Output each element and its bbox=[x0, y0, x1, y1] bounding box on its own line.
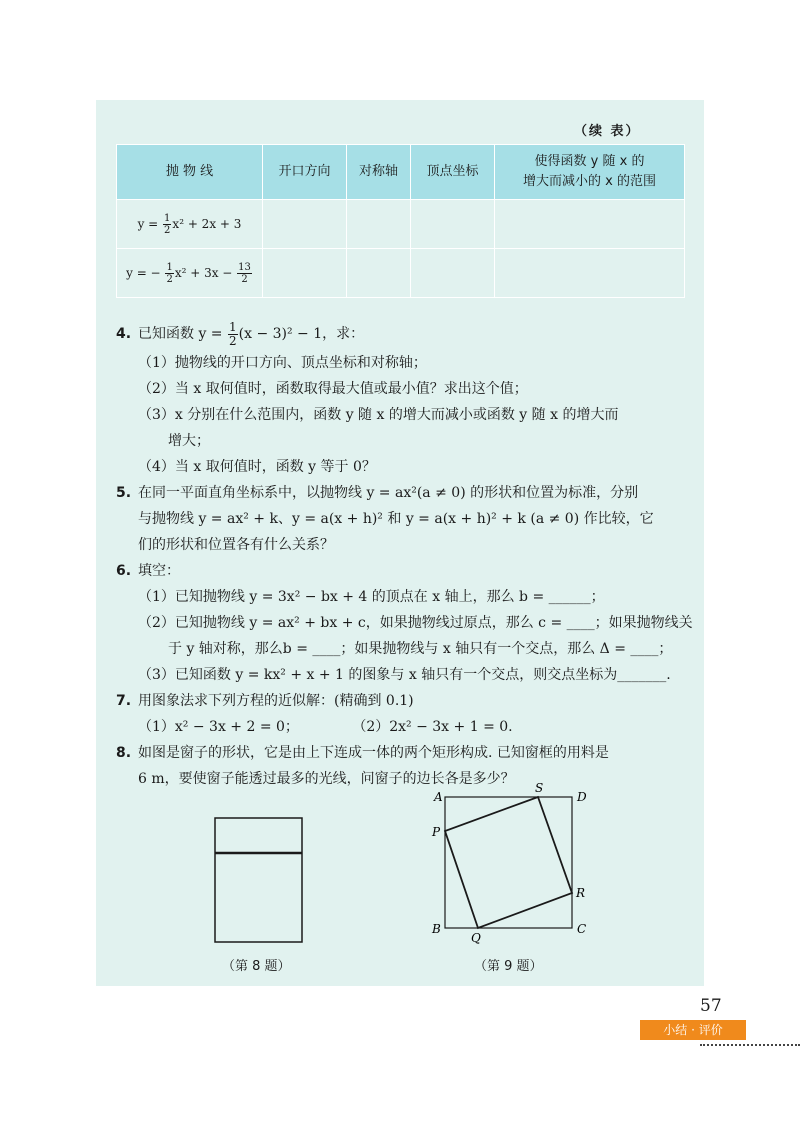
question-text: 如图是窗子的形状，它是由上下连成一体的两个矩形构成. 已知窗框的用料是 bbox=[138, 745, 609, 761]
question-4-part-3-cont bbox=[116, 428, 696, 454]
label-q: Q bbox=[471, 931, 481, 945]
fraction-denominator: 2 bbox=[241, 273, 248, 285]
label-r: R bbox=[576, 886, 586, 900]
sub-question-continued: 于 y 轴对称，那么b = ____；如果抛物线与 x 轴只有一个交点，那么 Δ = ____； bbox=[168, 641, 673, 657]
label-s: S bbox=[535, 781, 544, 795]
footer-dotted-rule bbox=[700, 1044, 800, 1046]
sub-question: （1）x² − 3x + 2 = 0； （2）2x² − 3x + 1 = 0. bbox=[138, 719, 513, 735]
question-number: 5. bbox=[116, 485, 132, 501]
header-axis: 对称轴 bbox=[347, 145, 411, 200]
question-5-line-2 bbox=[116, 506, 696, 532]
question-8-line-2 bbox=[116, 766, 696, 792]
sub-question-continued: 增大； bbox=[168, 433, 210, 449]
question-4-pre: 已知函数 y = bbox=[138, 326, 227, 342]
fraction-numerator: 1 bbox=[229, 319, 237, 334]
question-number: 7. bbox=[116, 693, 132, 709]
fraction bbox=[163, 213, 171, 236]
formula-lhs: y = − bbox=[126, 265, 165, 280]
fraction-numerator: 13 bbox=[238, 261, 251, 273]
question-5 bbox=[116, 480, 696, 506]
table-header-row bbox=[117, 145, 685, 200]
table-cell bbox=[495, 249, 685, 298]
sub-question: （1）抛物线的开口方向、顶点坐标和对称轴； bbox=[138, 355, 427, 371]
label-a: A bbox=[434, 790, 443, 804]
formula-lhs: y = bbox=[137, 216, 163, 231]
question-6 bbox=[116, 558, 696, 584]
label-c: C bbox=[577, 922, 587, 936]
table-cell bbox=[495, 200, 685, 249]
table-row bbox=[117, 200, 685, 249]
question-number: 4. bbox=[116, 326, 132, 342]
sub-question: （2）已知抛物线 y = ax² + bx + c，如果抛物线过原点，那么 c = ____；如果抛物线关 bbox=[138, 615, 693, 631]
fraction-denominator: 2 bbox=[229, 333, 237, 348]
question-5-line-3 bbox=[116, 532, 696, 558]
question-7 bbox=[116, 688, 696, 714]
question-6-part-1 bbox=[116, 584, 696, 610]
question-7-equations bbox=[116, 714, 696, 740]
fraction-denominator: 2 bbox=[166, 273, 173, 285]
header-vertex: 顶点坐标 bbox=[411, 145, 495, 200]
fraction bbox=[237, 262, 252, 285]
sub-question: （2）当 x 取何值时，函数取得最大值或最小值？求出这个值； bbox=[138, 381, 528, 397]
header-decreasing-range-line1: 使得函数 y 随 x 的 bbox=[534, 154, 645, 169]
question-6-part-2-cont bbox=[116, 636, 696, 662]
figure-9-caption: （第 9 题） bbox=[474, 959, 543, 974]
question-4-part-3 bbox=[116, 402, 696, 428]
question-text: 与抛物线 y = ax² + k、y = a(x + h)² 和 y = a(x + h)² + k (a ≠ 0) 作比较，它 bbox=[138, 511, 654, 527]
fraction-numerator: 1 bbox=[164, 212, 171, 224]
question-number: 6. bbox=[116, 563, 132, 579]
formula-row1 bbox=[137, 212, 242, 236]
formula-row2 bbox=[126, 261, 253, 285]
table-cell bbox=[411, 249, 495, 298]
figure-8-caption: （第 8 题） bbox=[222, 959, 291, 974]
header-parabola: 抛 物 线 bbox=[117, 145, 263, 200]
question-8 bbox=[116, 740, 696, 766]
question-6-part-3 bbox=[116, 662, 696, 688]
question-text: 6 m，要使窗子能透过最多的光线，问窗子的边长各是多少？ bbox=[138, 771, 515, 787]
fraction bbox=[165, 262, 173, 285]
label-d: D bbox=[577, 790, 587, 804]
parabola-properties-table bbox=[116, 144, 685, 298]
page-number: 57 bbox=[700, 996, 722, 1016]
question-4-part-4 bbox=[116, 454, 696, 480]
header-opening: 开口方向 bbox=[263, 145, 347, 200]
formula-cell bbox=[117, 200, 263, 249]
table-caption: （续 表） bbox=[574, 124, 641, 139]
table-cell bbox=[263, 249, 347, 298]
table-row bbox=[117, 249, 685, 298]
question-text bbox=[116, 318, 696, 350]
sub-question: （3）x 分别在什么范围内，函数 y 随 x 的增大而减小或函数 y 随 x 的增大而 bbox=[138, 407, 619, 423]
table-cell bbox=[347, 200, 411, 249]
fraction-denominator: 2 bbox=[164, 224, 171, 236]
table-cell bbox=[411, 200, 495, 249]
question-4 bbox=[116, 318, 696, 350]
table-cell bbox=[263, 200, 347, 249]
question-text: 在同一平面直角坐标系中，以抛物线 y = ax²(a ≠ 0) 的形状和位置为标准，分别 bbox=[138, 485, 639, 501]
formula-cell bbox=[117, 249, 263, 298]
header-decreasing-range-line2: 增大而减小的 x 的范围 bbox=[523, 174, 656, 189]
table-cell bbox=[347, 249, 411, 298]
section-badge: 小结 · 评价 bbox=[640, 1020, 746, 1040]
formula-mid: x² + 3x − bbox=[174, 265, 237, 280]
question-number: 8. bbox=[116, 745, 132, 761]
sub-question: （1）已知抛物线 y = 3x² − bx + 4 的顶点在 x 轴上，那么 b = ______； bbox=[138, 589, 605, 605]
label-p: P bbox=[432, 825, 441, 839]
question-text: 填空： bbox=[138, 563, 180, 579]
exercise-list bbox=[116, 318, 696, 792]
question-6-part-2 bbox=[116, 610, 696, 636]
question-4-part-2 bbox=[116, 376, 696, 402]
sub-question: （4）当 x 取何值时，函数 y 等于 0？ bbox=[138, 459, 376, 475]
question-4-part-1 bbox=[116, 350, 696, 376]
question-text: 们的形状和位置各有什么关系？ bbox=[138, 537, 334, 553]
question-4-post: (x − 3)² − 1，求： bbox=[238, 326, 365, 342]
header-decreasing-range bbox=[495, 145, 685, 200]
sub-question: （3）已知函数 y = kx² + x + 1 的图象与 x 轴只有一个交点，则交点坐标为_______. bbox=[138, 667, 671, 683]
label-b: B bbox=[432, 922, 441, 936]
question-text: 用图象法求下列方程的近似解：(精确到 0.1) bbox=[138, 693, 414, 709]
fraction bbox=[228, 321, 238, 348]
formula-rest: x² + 2x + 3 bbox=[172, 216, 242, 231]
fraction-numerator: 1 bbox=[166, 261, 173, 273]
